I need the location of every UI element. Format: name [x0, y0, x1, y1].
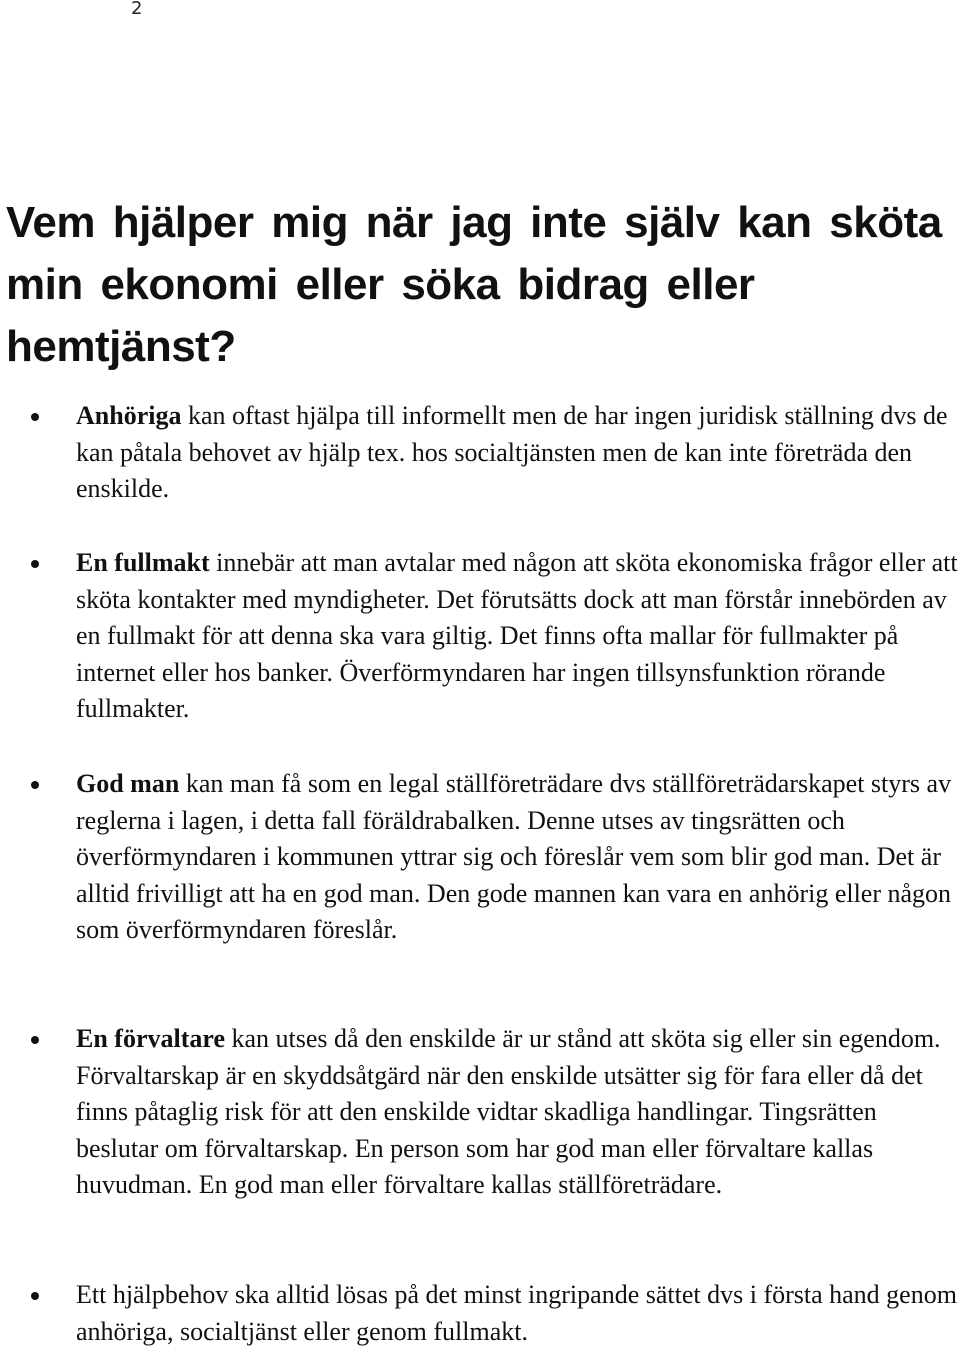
list-item-body: innebär att man avtalar med någon att sköta ekonomiska frågor eller att sköta kontakter med myndigheter. Det förutsätts dock att man förstår innebörden av en fullmakt för att denna ska vara giltig. Det finns ofta mallar för fullmakter på internet eller hos banker. Överförmyndaren har ingen tillsynsfunktion rörande fullmakter. [76, 548, 958, 723]
list-item-lead: Anhöriga [76, 401, 182, 430]
bullet-icon [31, 1036, 39, 1044]
list-item-body: kan man få som en legal ställföreträdare dvs ställföreträdarskapet styrs av reglerna i lagen, i detta fall föräldrabalken. Denne utses av tingsrätten och överförmyndaren i kommunen yttrar sig och föreslår vem som blir god man. Det är alltid frivilligt att ha en god man. Den gode mannen kan vara en anhörig eller någon som överförmyndaren föreslår. [76, 769, 952, 944]
list-item-text [76, 1021, 958, 1204]
bullet-icon [31, 560, 39, 568]
list-item-body: Ett hjälpbehov ska alltid lösas på det minst ingripande sättet dvs i första hand genom anhöriga, socialtjänst eller genom fullmakt. [76, 1280, 957, 1346]
list-item-lead: God man [76, 769, 180, 798]
bullet-icon [31, 413, 39, 421]
page-number: 2 [131, 0, 143, 19]
list-item-text [76, 545, 958, 728]
list-item-text [76, 766, 958, 949]
page-title: Vem hjälper mig när jag inte själv kan sköta min ekonomi eller söka bidrag eller hemtjänst? [6, 198, 942, 371]
list-item-body: kan utses då den enskilde är ur stånd att sköta sig eller sin egendom. Förvaltarskap är en skyddsåtgärd när den enskilde utsätter sig för fara eller då det finns påtaglig risk för att den enskilde vidtar skadliga handlingar. Tingsrätten beslutar om förvaltarskap. En person som har god man eller förvaltare kallas huvudman. En god man eller förvaltare kallas ställföreträdare. [76, 1024, 941, 1199]
list-item-text [76, 398, 958, 508]
bullet-icon [31, 781, 39, 789]
bullet-icon [31, 1292, 39, 1300]
list-item-lead: En fullmakt [76, 548, 210, 577]
list-item-text [76, 1277, 958, 1350]
list-item-lead: En förvaltare [76, 1024, 225, 1053]
list-item-body: kan oftast hjälpa till informellt men de har ingen juridisk ställning dvs de kan påtala behovet av hjälp tex. hos socialtjänsten men de kan inte företräda den enskilde. [76, 401, 948, 503]
